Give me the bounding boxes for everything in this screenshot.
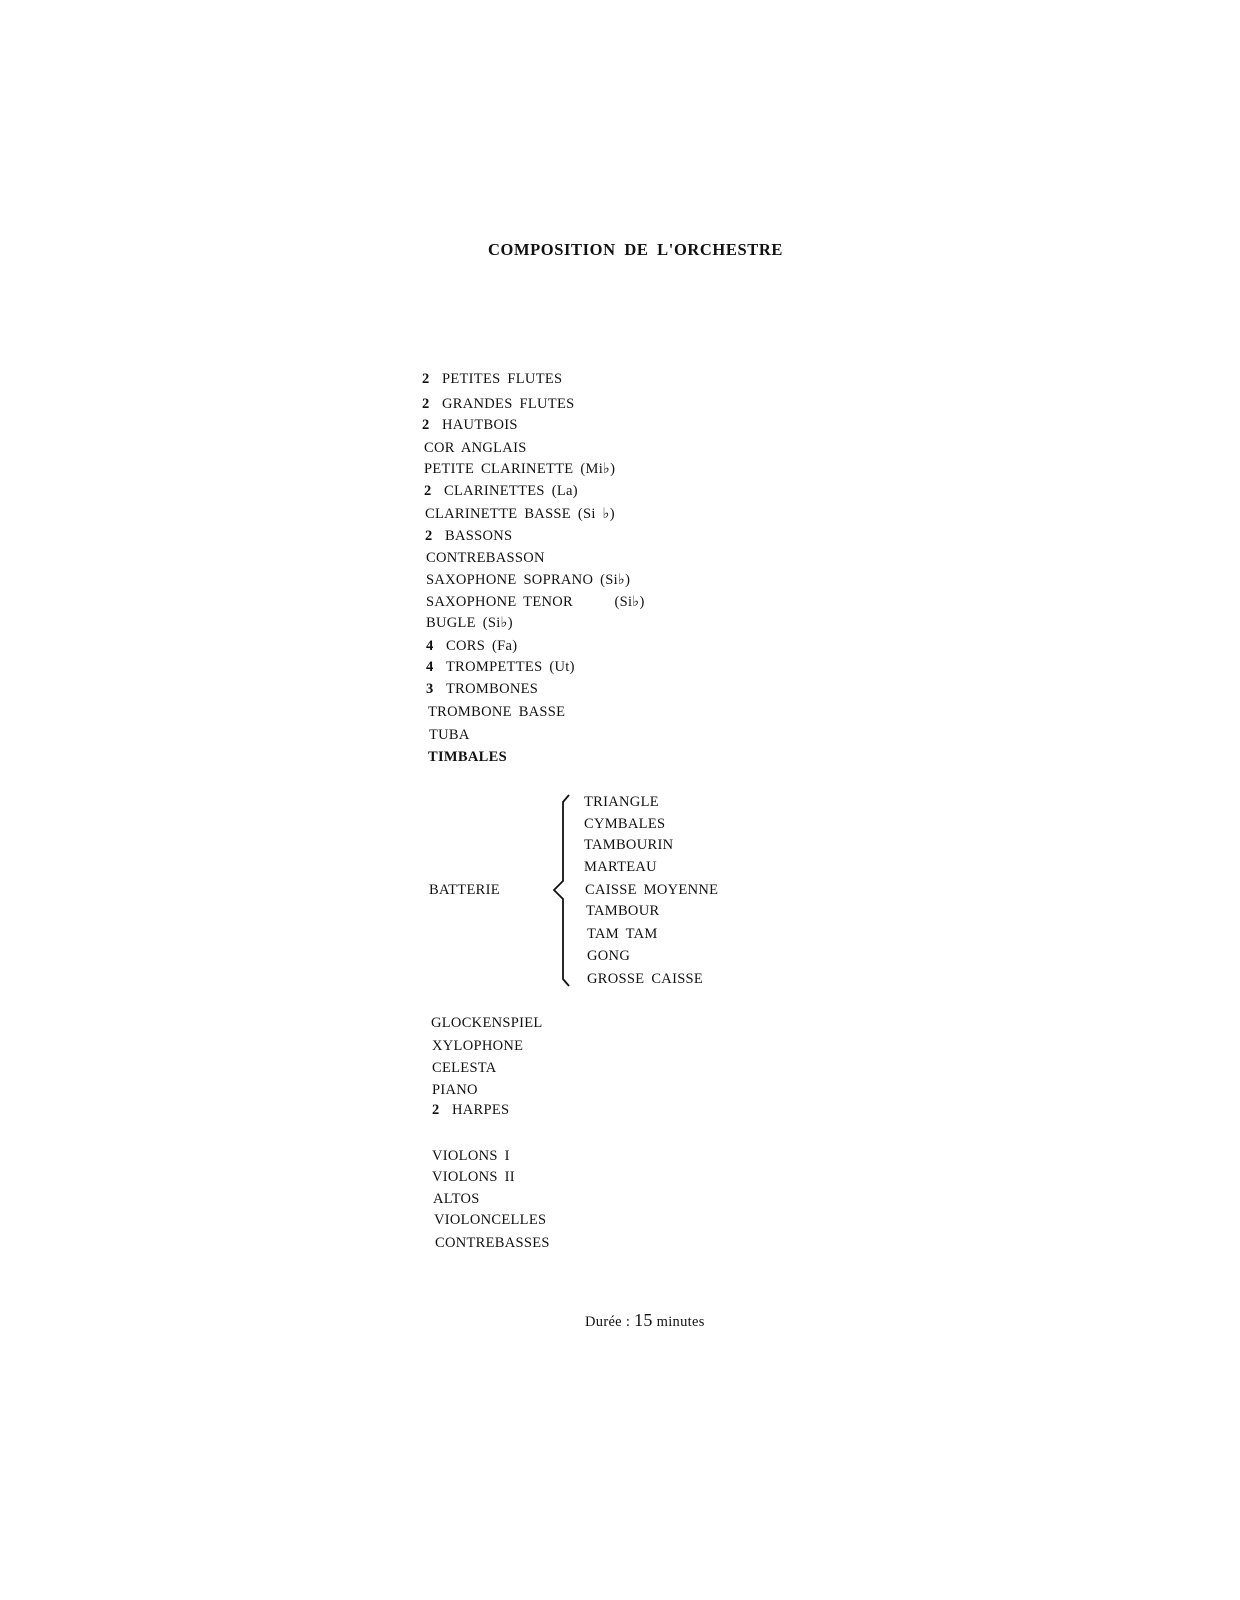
list-item: GONG bbox=[587, 948, 631, 964]
list-item: VIOLONS I bbox=[432, 1148, 510, 1164]
list-item: 2 CLARINETTES (La) bbox=[424, 483, 578, 499]
list-item: TRIANGLE bbox=[584, 794, 659, 810]
duration-unit: minutes bbox=[652, 1314, 705, 1330]
list-item: SAXOPHONE TENOR (Si♭) bbox=[426, 594, 645, 610]
page-title: COMPOSITION DE L'ORCHESTRE bbox=[488, 240, 783, 259]
list-item: MARTEAU bbox=[584, 859, 657, 875]
list-item: TROMBONE BASSE bbox=[428, 704, 566, 720]
brace-icon bbox=[553, 793, 577, 989]
list-item: 4 CORS (Fa) bbox=[426, 638, 518, 654]
batterie-label: BATTERIE bbox=[429, 882, 500, 898]
list-item: 2 HAUTBOIS bbox=[422, 417, 518, 433]
list-item: CYMBALES bbox=[584, 816, 666, 832]
list-item: BUGLE (Si♭) bbox=[426, 615, 513, 631]
list-item: CLARINETTE BASSE (Si ♭) bbox=[425, 506, 615, 522]
list-item: ALTOS bbox=[433, 1191, 480, 1207]
duration-label: Durée : bbox=[585, 1314, 635, 1330]
list-item: COR ANGLAIS bbox=[424, 440, 527, 456]
list-item: 2 GRANDES FLUTES bbox=[422, 396, 575, 412]
list-item: PETITE CLARINETTE (Mi♭) bbox=[424, 461, 616, 477]
list-item: PIANO bbox=[432, 1082, 478, 1098]
list-item: 2 HARPES bbox=[432, 1102, 510, 1118]
list-item: TAMBOURIN bbox=[584, 837, 674, 853]
list-item: XYLOPHONE bbox=[432, 1038, 524, 1054]
list-item: VIOLONS II bbox=[432, 1169, 515, 1185]
list-item: GLOCKENSPIEL bbox=[431, 1015, 543, 1031]
list-item: TAMBOUR bbox=[586, 903, 660, 919]
list-item: CONTREBASSON bbox=[426, 550, 545, 566]
list-item: TAM TAM bbox=[587, 926, 658, 942]
list-item: 2 PETITES FLUTES bbox=[422, 371, 563, 387]
list-item: CAISSE MOYENNE bbox=[585, 882, 719, 898]
list-item: TIMBALES bbox=[428, 749, 507, 765]
duration-value: 15 bbox=[634, 1310, 653, 1330]
list-item: 3 TROMBONES bbox=[426, 681, 539, 697]
list-item: TUBA bbox=[429, 727, 470, 743]
list-item: 2 BASSONS bbox=[425, 528, 513, 544]
list-item: SAXOPHONE SOPRANO (Si♭) bbox=[426, 572, 631, 588]
duration-note bbox=[585, 1310, 705, 1331]
list-item: 4 TROMPETTES (Ut) bbox=[426, 659, 575, 675]
list-item: CELESTA bbox=[432, 1060, 497, 1076]
list-item: CONTREBASSES bbox=[435, 1235, 550, 1251]
list-item: GROSSE CAISSE bbox=[587, 971, 704, 987]
list-item: VIOLONCELLES bbox=[434, 1212, 547, 1228]
